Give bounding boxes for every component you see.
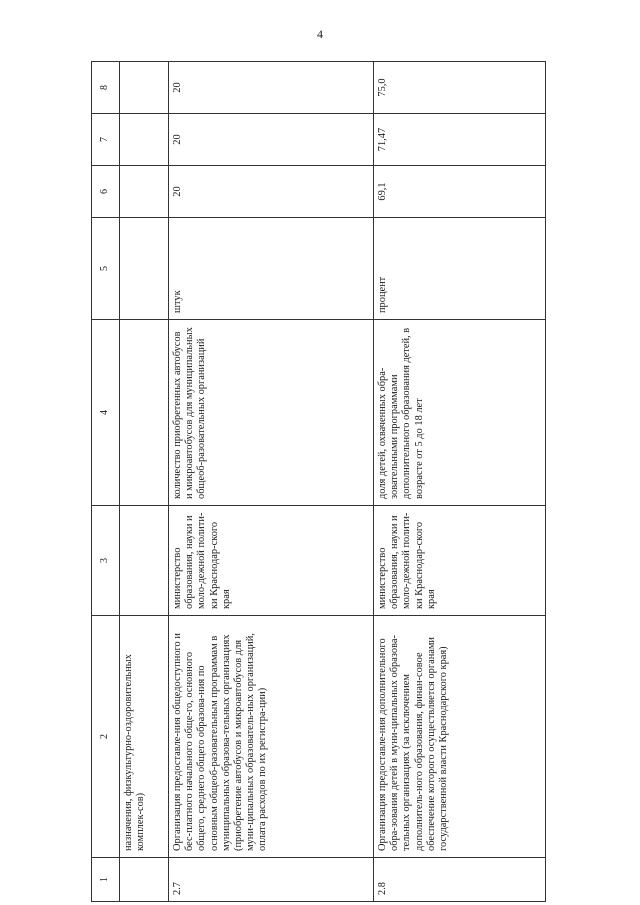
header-col-7: 7: [92, 114, 120, 166]
executor-cell: [120, 506, 169, 616]
value-cell-8: 75,0: [374, 62, 546, 114]
unit-cell: штук: [169, 218, 374, 320]
value-cell-7: 71,47: [374, 114, 546, 166]
activity-cell: Организация предоставле-ния дополнительного обра-зования детей в муни-ципальных образова-тельных организациях (за исключением дополнитель-ного образования, финан-совое обеспечение которого осуществляется органами государственной власти Краснодарского края): [374, 616, 546, 858]
header-row: [92, 62, 120, 902]
unit-cell: процент: [374, 218, 546, 320]
header-col-3: 3: [92, 506, 120, 616]
row-number: 2.7: [169, 858, 374, 902]
value-cell-7: 20: [169, 114, 374, 166]
table-row: [169, 62, 374, 902]
table-row: [374, 62, 546, 902]
rotated-table-container: [91, 62, 541, 902]
row-number: 2.8: [374, 858, 546, 902]
value-cell-7: [120, 114, 169, 166]
header-col-6: 6: [92, 166, 120, 218]
activity-cell: Организация предоставле-ния общедоступного и бес-платного начального обще-го, основного общего, среднего общего образова-ния по основным общеоб-разовательным программам в муниципальных образова-тельных организациях (приобретение автобусов и микроавтобусов для муни-ципальных образователь-ных организаций, оплата расходов по их регистра-ции): [169, 616, 374, 858]
indicator-cell: количество приобретенных автобусов и микроавтобусов для муниципальных общеоб-разовательных организаций: [169, 320, 374, 506]
value-cell-8: 20: [169, 62, 374, 114]
activity-cell: назначения, физкультурно-оздоровительных комплек-сов): [120, 616, 169, 858]
indicator-cell: доля детей, охваченных обра-зовательными программами дополнительного образования детей, в возрасте от 5 до 18 лет: [374, 320, 546, 506]
value-cell-6: 69,1: [374, 166, 546, 218]
indicators-table: [91, 61, 546, 902]
executor-cell: министерство образования, науки и моло-дежной полити-ки Краснодар-ского края: [169, 506, 374, 616]
header-col-8: 8: [92, 62, 120, 114]
page-number: 4: [317, 27, 323, 41]
header-col-1: 1: [92, 858, 120, 902]
header-col-4: 4: [92, 320, 120, 506]
indicator-cell: [120, 320, 169, 506]
unit-cell: [120, 218, 169, 320]
row-number: [120, 858, 169, 902]
value-cell-6: [120, 166, 169, 218]
header-col-2: 2: [92, 616, 120, 858]
executor-cell: министерство образования, науки и моло-дежной полити-ки Краснодар-ского края: [374, 506, 546, 616]
value-cell-8: [120, 62, 169, 114]
value-cell-6: 20: [169, 166, 374, 218]
table-row: [120, 62, 169, 902]
header-col-5: 5: [92, 218, 120, 320]
